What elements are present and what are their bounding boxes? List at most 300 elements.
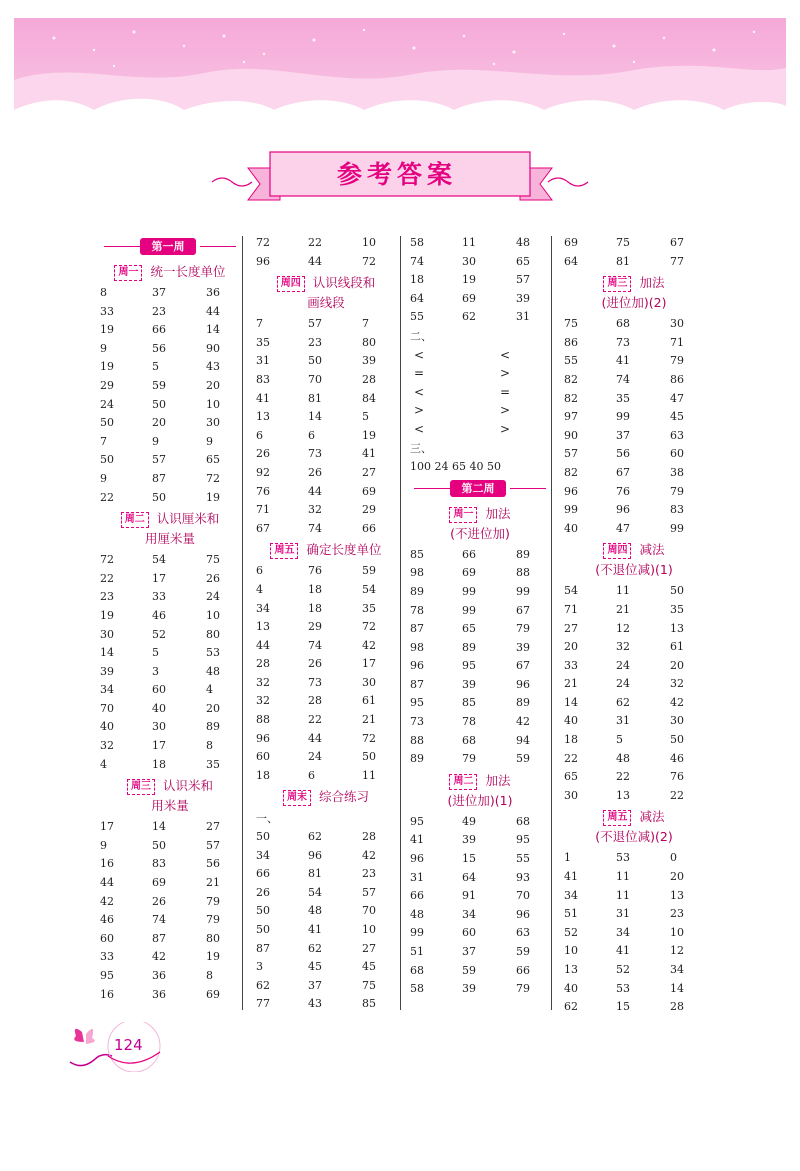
- answer-value: 21: [362, 713, 376, 727]
- answer-value: 30: [670, 714, 684, 728]
- answer-value: 56: [206, 857, 220, 871]
- answer-value: 10: [206, 608, 220, 622]
- answer-row: [564, 234, 704, 253]
- answer-value: 50: [152, 397, 166, 411]
- answer-row: [100, 489, 240, 508]
- answer-row: [256, 637, 396, 656]
- answer-row: [256, 600, 396, 619]
- answer-value: 99: [462, 584, 476, 598]
- answer-value: 90: [206, 341, 220, 355]
- answer-value: 18: [308, 582, 322, 596]
- day-tag: 周末: [283, 790, 311, 806]
- answer-column-4: [564, 234, 704, 1017]
- answer-value: 41: [410, 833, 424, 847]
- answer-value: 30: [462, 254, 476, 268]
- answer-value: 89: [516, 696, 530, 710]
- answer-value: 88: [516, 566, 530, 580]
- answer-value: 68: [462, 733, 476, 747]
- answer-value: 74: [308, 521, 322, 535]
- answer-value: 54: [564, 584, 578, 598]
- answer-value: 50: [152, 838, 166, 852]
- answer-value: 23: [308, 335, 322, 349]
- answer-value: 13: [564, 963, 578, 976]
- answer-row: [256, 767, 396, 786]
- answer-value: 60: [462, 926, 476, 940]
- answer-value: 95: [100, 969, 114, 982]
- answer-value: 70: [100, 701, 114, 715]
- answer-value: 21: [206, 876, 220, 890]
- answer-value: 14: [206, 323, 220, 337]
- answer-value: 14: [564, 695, 578, 709]
- answer-value: 66: [410, 889, 424, 903]
- answer-value: 64: [462, 870, 476, 884]
- answer-value: 73: [308, 447, 322, 461]
- answer-value: 44: [308, 254, 322, 268]
- answer-row: [564, 942, 704, 961]
- answer-value: 83: [256, 372, 270, 386]
- week-header: [100, 234, 240, 260]
- answer-value: 50: [256, 904, 270, 918]
- answer-value: 26: [308, 657, 322, 671]
- answer-value: 21: [616, 602, 630, 616]
- answer-value: 65: [206, 453, 220, 467]
- page-number-badge: [62, 1022, 172, 1072]
- answer-value: 99: [564, 503, 578, 517]
- week-rule: [414, 488, 450, 489]
- answer-row: [100, 414, 240, 433]
- answer-row: [100, 377, 240, 396]
- answer-value: 75: [564, 317, 578, 331]
- answer-value: 82: [564, 391, 578, 405]
- answer-column-3: [410, 234, 550, 999]
- answer-value: 44: [206, 304, 220, 318]
- answer-value: 42: [362, 848, 376, 862]
- answer-value: 31: [516, 310, 530, 324]
- answer-row: [410, 943, 550, 962]
- answer-value: 69: [462, 566, 476, 580]
- answer-row: [564, 905, 704, 924]
- answer-value: 96: [410, 659, 424, 673]
- answer-value: 60: [256, 750, 270, 764]
- answer-value: 19: [206, 490, 220, 504]
- section-title: 确定长度单位: [306, 542, 382, 558]
- answer-value: 48: [206, 664, 220, 678]
- answer-value: 3: [256, 960, 263, 974]
- answer-value: 33: [152, 590, 166, 604]
- week-rule: [510, 488, 546, 489]
- answer-row: [100, 570, 240, 589]
- answer-value: 73: [308, 675, 322, 689]
- answer-value: 76: [670, 770, 684, 784]
- answer-row: [564, 868, 704, 887]
- answer-value: 31: [616, 907, 630, 921]
- answer-value: 50: [100, 453, 114, 467]
- comparison-symbol: >: [500, 421, 511, 436]
- answer-value: 98: [410, 640, 424, 654]
- answer-value: 46: [100, 913, 114, 927]
- answer-value: 17: [152, 571, 166, 585]
- answer-value: 13: [616, 788, 630, 802]
- answer-row: [564, 694, 704, 713]
- answer-value: 19: [362, 428, 376, 442]
- answer-value: 18: [256, 768, 270, 782]
- answer-row: [564, 253, 704, 272]
- answer-row: [564, 731, 704, 750]
- answer-value: 96: [256, 254, 270, 268]
- answer-value: 42: [100, 894, 114, 908]
- answer-value: 18: [564, 733, 578, 747]
- answer-row: [564, 582, 704, 601]
- answer-value: 39: [516, 640, 530, 654]
- answer-value: 66: [516, 963, 530, 977]
- answer-value: 36: [152, 969, 166, 982]
- answer-value: 89: [410, 752, 424, 766]
- answer-value: 70: [362, 904, 376, 918]
- answer-value: 88: [256, 713, 270, 727]
- section-heading: [564, 805, 704, 849]
- answer-row: [256, 674, 396, 693]
- answer-row: [100, 718, 240, 737]
- answer-row: [410, 290, 550, 309]
- answer-value: 13: [670, 888, 684, 902]
- answer-value: 35: [616, 391, 630, 405]
- answer-value: 22: [616, 770, 630, 784]
- answer-value: 94: [516, 733, 530, 747]
- answer-value: 60: [670, 447, 684, 461]
- answer-value: 79: [670, 354, 684, 368]
- answer-value: 30: [206, 416, 220, 430]
- answer-row: [100, 737, 240, 756]
- answer-value: 67: [256, 521, 270, 535]
- section-subtitle: 画线段: [307, 295, 345, 311]
- answer-row: [564, 998, 704, 1017]
- answer-value: 4: [100, 757, 107, 771]
- answer-value: 54: [308, 885, 322, 899]
- answer-value: 37: [462, 945, 476, 958]
- answer-value: 14: [152, 820, 166, 834]
- answer-value: 34: [256, 848, 270, 862]
- answer-value: 11: [616, 584, 630, 598]
- answer-row: [256, 445, 396, 464]
- answer-value: 67: [516, 659, 530, 673]
- answer-value: 28: [256, 657, 270, 671]
- answer-value: 79: [670, 484, 684, 498]
- answer-value: 33: [564, 658, 578, 672]
- answer-value: 39: [462, 677, 476, 691]
- answer-value: 5: [152, 646, 159, 660]
- answer-value: 42: [362, 638, 376, 652]
- answer-value: 41: [616, 944, 630, 958]
- answer-row: [410, 850, 550, 869]
- answer-value: 24: [206, 590, 220, 604]
- answer-value: 83: [670, 503, 684, 517]
- answer-value: 50: [670, 584, 684, 598]
- answer-row: [564, 750, 704, 769]
- answer-value: 24: [100, 397, 114, 411]
- answer-value: 36: [152, 987, 166, 1001]
- answer-row: [564, 961, 704, 980]
- answer-row: [410, 657, 550, 676]
- answer-line: 二、: [410, 329, 432, 343]
- answer-value: 74: [152, 913, 166, 927]
- answer-value: 72: [362, 254, 376, 268]
- answer-row: [564, 520, 704, 539]
- answer-row: [256, 562, 396, 581]
- answer-value: 59: [152, 378, 166, 392]
- answer-row: [564, 427, 704, 446]
- answer-value: 99: [516, 584, 530, 598]
- answer-value: 20: [670, 658, 684, 672]
- answer-value: 40: [152, 701, 166, 715]
- answer-value: 72: [362, 731, 376, 745]
- answer-value: 49: [462, 814, 476, 828]
- comparison-symbol: <: [500, 347, 511, 362]
- answer-value: 63: [516, 926, 530, 940]
- answer-value: 30: [564, 788, 578, 802]
- answer-value: 95: [516, 833, 530, 847]
- answer-row: [100, 588, 240, 607]
- answer-value: 57: [308, 317, 322, 331]
- comparison-row: [410, 383, 550, 402]
- answer-value: 34: [462, 907, 476, 921]
- answer-value: 42: [670, 695, 684, 709]
- answer-value: 14: [670, 981, 684, 995]
- answer-column-1: [100, 234, 240, 1004]
- answer-row: [256, 921, 396, 940]
- answer-row: [256, 390, 396, 409]
- answer-value: 13: [670, 621, 684, 635]
- answer-value: 75: [616, 236, 630, 249]
- answer-value: 35: [206, 757, 220, 771]
- answer-value: 67: [616, 465, 630, 479]
- section-title: 统一长度单位: [150, 264, 226, 279]
- answer-value: 26: [256, 447, 270, 461]
- answer-value: 55: [410, 310, 424, 324]
- answer-value: 22: [564, 751, 578, 765]
- answer-value: 56: [152, 341, 166, 355]
- answer-value: 51: [410, 945, 424, 958]
- answer-value: 7: [362, 317, 369, 331]
- answer-value: 44: [100, 876, 114, 890]
- answer-row: [564, 464, 704, 483]
- section-subtitle: (进位加)(2): [601, 295, 667, 311]
- day-tag: 周三: [127, 779, 155, 795]
- section-heading: [100, 260, 240, 284]
- answer-value: 81: [308, 391, 322, 405]
- answer-row: [256, 958, 396, 977]
- answer-row: [100, 948, 240, 967]
- answer-row: [564, 638, 704, 657]
- answer-value: 86: [670, 372, 684, 386]
- answer-value: 75: [362, 978, 376, 992]
- answer-value: 4: [256, 582, 263, 596]
- answer-value: 96: [516, 907, 530, 921]
- answer-value: 61: [362, 694, 376, 708]
- section-title: 减法: [639, 809, 665, 825]
- answer-value: 9: [100, 838, 107, 852]
- answer-value: 71: [670, 335, 684, 349]
- answer-value: 0: [670, 851, 677, 865]
- answer-value: 27: [362, 465, 376, 479]
- answer-value: 75: [206, 553, 220, 567]
- answer-row: [256, 902, 396, 921]
- section-title: 认识厘米和: [156, 511, 220, 527]
- answer-row: [100, 626, 240, 645]
- answer-value: 22: [100, 571, 114, 585]
- answer-row: [256, 352, 396, 371]
- day-tag: 周四: [277, 276, 305, 292]
- answer-value: 89: [410, 584, 424, 598]
- answer-value: 22: [308, 713, 322, 727]
- answer-row: [100, 930, 240, 949]
- answer-value: 32: [670, 677, 684, 691]
- answer-row: [564, 445, 704, 464]
- answer-value: 72: [206, 471, 220, 485]
- answer-value: 88: [410, 733, 424, 747]
- week-rule: [104, 246, 140, 247]
- answer-value: 22: [308, 236, 322, 249]
- answer-row: [100, 818, 240, 837]
- answer-value: 48: [308, 904, 322, 918]
- answer-value: 50: [152, 490, 166, 504]
- answer-value: 66: [462, 547, 476, 561]
- answer-row: [564, 501, 704, 520]
- answer-row: [256, 847, 396, 866]
- answer-row: [100, 551, 240, 570]
- answer-value: 7: [256, 317, 263, 331]
- answer-value: 39: [462, 982, 476, 996]
- answer-row: [564, 980, 704, 999]
- answer-value: 47: [616, 521, 630, 535]
- answer-value: 30: [362, 675, 376, 689]
- answer-value: 89: [462, 640, 476, 654]
- comparison-symbol: >: [414, 403, 425, 418]
- answer-row: [256, 371, 396, 390]
- page-title: 参考答案: [336, 160, 457, 189]
- week-rule: [200, 246, 236, 247]
- answer-value: 58: [410, 982, 424, 996]
- answer-row: [410, 234, 550, 253]
- answer-value: 72: [100, 553, 114, 567]
- answer-value: 40: [100, 720, 114, 734]
- answer-value: 11: [616, 888, 630, 902]
- answer-value: 66: [362, 521, 376, 535]
- answer-value: 71: [564, 602, 578, 616]
- answer-value: 40: [564, 521, 578, 535]
- answer-value: 41: [616, 354, 630, 368]
- answer-value: 56: [616, 447, 630, 461]
- answer-row: [100, 663, 240, 682]
- answer-row: [564, 924, 704, 943]
- answer-value: 19: [206, 950, 220, 964]
- answer-value: 53: [616, 981, 630, 995]
- answer-row: [410, 713, 550, 732]
- day-tag: 周三: [603, 276, 631, 292]
- answer-value: 30: [152, 720, 166, 734]
- answer-value: 1: [564, 851, 571, 865]
- answer-row: [410, 253, 550, 272]
- answer-value: 80: [206, 627, 220, 641]
- answer-row: [256, 730, 396, 749]
- answer-value: 48: [410, 907, 424, 921]
- answer-value: 37: [308, 978, 322, 992]
- answer-row: [564, 787, 704, 806]
- answer-value: 96: [516, 677, 530, 691]
- answer-value: 36: [206, 286, 220, 299]
- answer-value: 39: [100, 664, 114, 678]
- answer-value: 6: [308, 768, 315, 782]
- answer-value: 10: [206, 397, 220, 411]
- answer-row: [100, 644, 240, 663]
- comparison-symbol: >: [500, 366, 511, 381]
- answer-value: 32: [256, 694, 270, 708]
- answer-value: 19: [100, 360, 114, 374]
- answer-value: 10: [670, 925, 684, 939]
- answer-value: 64: [410, 291, 424, 305]
- answer-value: 37: [616, 428, 630, 442]
- answer-value: 99: [670, 521, 684, 535]
- answer-value: 50: [670, 733, 684, 747]
- section-heading: [256, 538, 396, 562]
- section-subtitle: (不退位减)(2): [595, 829, 673, 845]
- section-heading: [100, 507, 240, 551]
- section-heading: [410, 502, 550, 546]
- answer-value: 62: [308, 941, 322, 955]
- answer-value: 34: [670, 963, 684, 976]
- answer-value: 5: [362, 410, 369, 424]
- answer-value: 53: [206, 646, 220, 660]
- answer-row: [256, 464, 396, 483]
- answer-value: 6: [308, 428, 315, 442]
- answer-row: [256, 884, 396, 903]
- answer-row: [100, 893, 240, 912]
- answer-row: [410, 980, 550, 999]
- answer-value: 32: [308, 503, 322, 517]
- comparison-symbol: >: [500, 403, 511, 418]
- answer-row: [100, 911, 240, 930]
- answer-value: 72: [256, 236, 270, 249]
- answer-row: [256, 501, 396, 520]
- answer-row: [410, 962, 550, 981]
- answer-value: 38: [670, 465, 684, 479]
- answer-value: 50: [256, 830, 270, 844]
- answer-value: 16: [100, 987, 114, 1001]
- answer-value: 68: [410, 963, 424, 977]
- answer-row: [100, 607, 240, 626]
- answer-value: 43: [206, 360, 220, 374]
- answer-value: 41: [308, 923, 322, 936]
- answer-row: [564, 887, 704, 906]
- answer-value: 96: [256, 731, 270, 745]
- comparison-row: [410, 346, 550, 365]
- answer-row: [410, 602, 550, 621]
- answer-value: 62: [616, 695, 630, 709]
- answer-row: [410, 583, 550, 602]
- answer-value: 84: [362, 391, 376, 405]
- answer-value: 15: [616, 1000, 630, 1014]
- answer-value: 99: [616, 410, 630, 424]
- answer-value: 55: [564, 354, 578, 368]
- day-tag: 周一: [449, 507, 477, 523]
- answer-value: 79: [462, 752, 476, 766]
- answer-row: [100, 837, 240, 856]
- answer-value: 28: [670, 1000, 684, 1014]
- answer-value: 44: [308, 484, 322, 498]
- answer-value: 34: [616, 925, 630, 939]
- answer-value: 71: [256, 503, 270, 517]
- answer-value: 32: [256, 675, 270, 689]
- answer-value: 53: [616, 851, 630, 865]
